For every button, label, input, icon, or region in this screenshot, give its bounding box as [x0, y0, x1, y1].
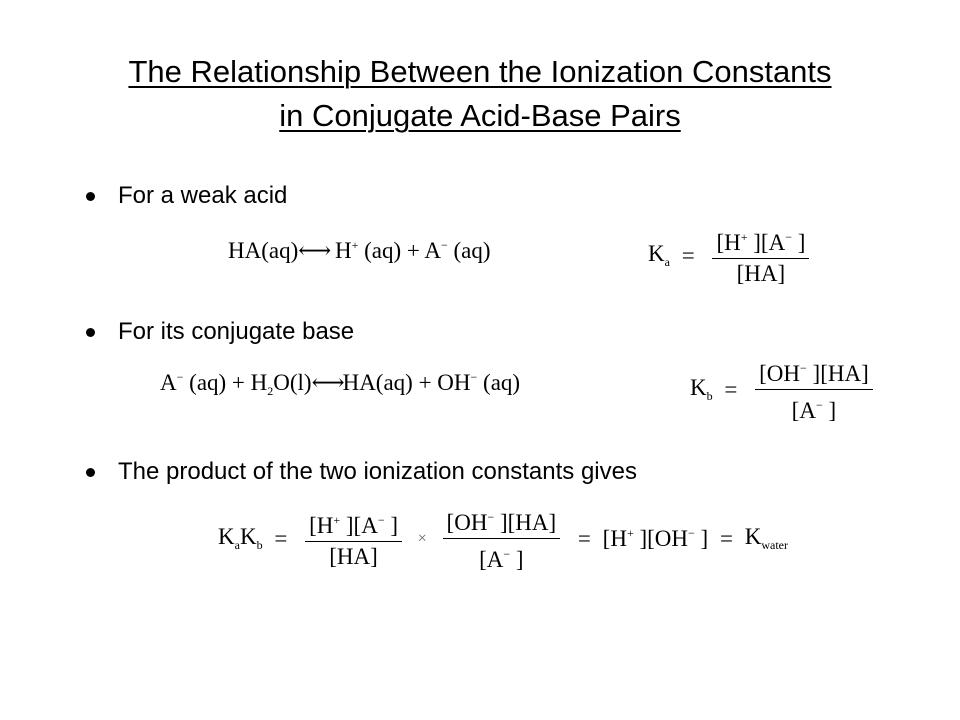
- bullet-weak-acid: [86, 181, 287, 211]
- bullet-dot: [86, 192, 95, 201]
- kb-expression: $K_b$ = $\frac{[OH^- ][HA]}{[A^- ]}$: [690, 353, 879, 426]
- bullet-text: The product of the two ionization constants gives: [118, 458, 637, 485]
- bullet-dot: [86, 328, 95, 337]
- kb-fraction: $\frac{[OH^- ][HA]}{[A^- ]}$: [443, 502, 561, 575]
- bullet-product: [86, 457, 637, 487]
- ion-product-term: [H+ ][OH− ]: [602, 525, 709, 551]
- ka-fraction: $\frac{[H^+ ][A^- ]}{[HA]}$: [712, 222, 809, 289]
- bullet-conjugate-base: [86, 317, 354, 347]
- ka-kb-product-equation: $K_aK_b$ = $\frac{[H^+ ][A^- ]}{[HA]}$ × $\frac{[OH^- ][HA]}{[A^- ]}$ = [H+ ][OH− ] = $K_{water}$: [218, 502, 788, 575]
- k-water: $K_{water}$: [744, 524, 788, 552]
- ka-fraction: $\frac{[H^+ ][A^- ]}{[HA]}$: [305, 505, 402, 572]
- title-line-2: in Conjugate Acid-Base Pairs: [279, 98, 681, 133]
- bullet-dot: [86, 468, 95, 477]
- kb-fraction: $\frac{[OH^- ][HA]}{[A^- ]}$: [755, 353, 873, 426]
- base-ionization-equation: A− $(aq) + H_2O(l)⟷HA(aq) + OH^-$ (aq): [160, 370, 521, 398]
- ka-expression: $K_a$ = $\frac{[H^+ ][A^- ]}{[HA]}$: [648, 222, 815, 289]
- equilibrium-arrow: ⟷: [298, 238, 330, 263]
- equilibrium-arrow: ⟷: [311, 370, 343, 395]
- bullet-text: For its conjugate base: [118, 318, 355, 345]
- bullet-text: For a weak acid: [118, 182, 288, 209]
- slide-title: [60, 50, 900, 138]
- multiply-sign: ×: [417, 529, 427, 547]
- title-line-1: The Relationship Between the Ionization Constants: [128, 54, 832, 89]
- acid-ionization-equation: HA(aq)⟷ H+ (aq) + A− (aq): [228, 238, 491, 263]
